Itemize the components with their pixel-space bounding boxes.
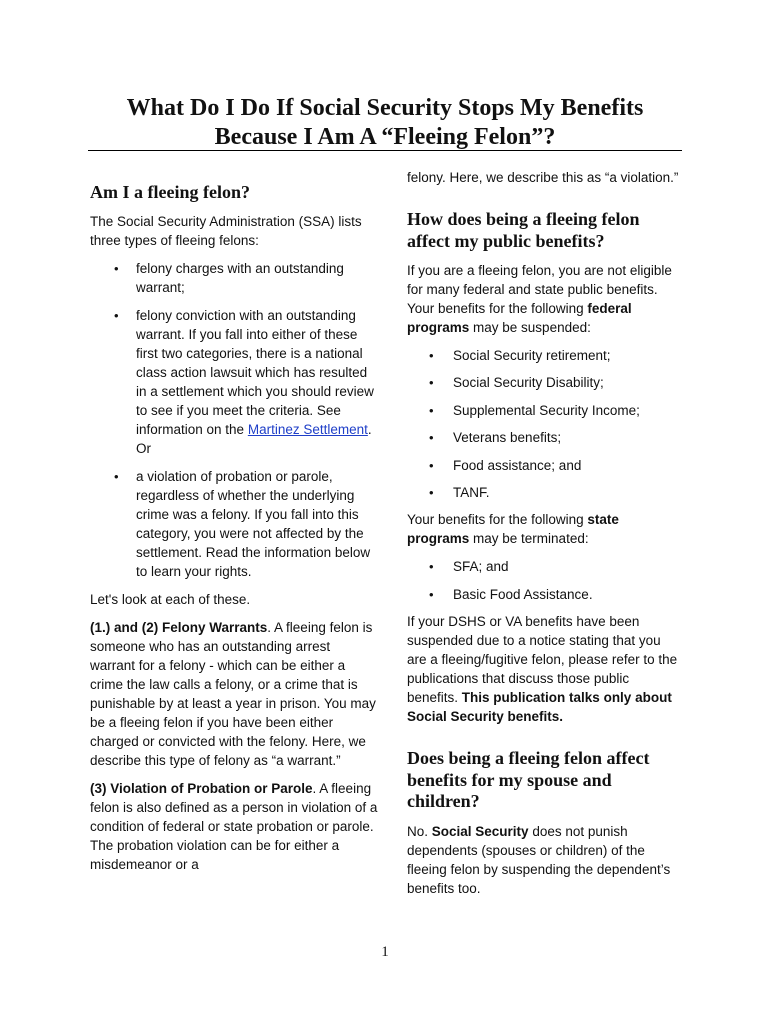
felon-types-list	[90, 259, 378, 581]
felony-warrants-label: (1.) and (2) Felony Warrants	[90, 619, 268, 635]
bullet-icon: •	[429, 375, 434, 391]
state-programs-list	[407, 557, 682, 603]
list-item-text: felony conviction with an outstanding warrant. If you fall into either of these first two categories, there is a national class action lawsuit which has resulted in a settlement which you should review to see if you meet the criteria. See information on the	[136, 307, 374, 437]
list-item	[407, 585, 682, 604]
continuation-paragraph: felony. Here, we describe this as “a violation.”	[407, 170, 679, 185]
page-title	[88, 94, 682, 152]
title-line-2: Because I Am A “Fleeing Felon”?	[214, 124, 556, 150]
list-item-text: TANF.	[453, 484, 490, 500]
list-item	[90, 306, 378, 458]
federal-programs-label: federal programs	[407, 301, 632, 335]
list-item	[407, 373, 682, 392]
list-item	[407, 428, 682, 447]
bullet-icon: •	[429, 457, 434, 473]
list-item	[90, 467, 378, 581]
felony-warrants-text: . A fleeing felon is someone who has an outstanding arrest warrant for a felony - which can be either a crime the law calls a felony, or a crime that is punishable by at least a year in prison. You may be a fleeing felon if you have been either charged or convicted with the felony. Here, we describe this type of felony as “a warrant.”	[90, 619, 376, 768]
title-divider	[88, 150, 682, 151]
list-item	[90, 259, 378, 297]
dependents-text: does not punish dependents (spouses or children) of the fleeing felon by suspending the dependent’s benefits too.	[407, 823, 671, 896]
page-number: 1	[381, 944, 389, 960]
bullet-icon: •	[114, 307, 119, 323]
list-item-text: a violation of probation or parole, regardless of whether the underlying crime was a felony. If you fall into this category, you were not affected by the settlement. Read the information below to learn your rights.	[136, 468, 371, 579]
dependents-start-text: No.	[407, 823, 432, 839]
state-programs-label: state programs	[407, 512, 619, 547]
title-line-1: What Do I Do If Social Security Stops My Benefits	[126, 95, 644, 121]
felony-warrants-paragraph	[90, 618, 378, 770]
lets-look-paragraph: Let's look at each of these.	[90, 591, 251, 607]
list-item-text: Social Security retirement;	[453, 348, 611, 363]
bullet-icon: •	[429, 430, 434, 446]
list-item-text: Supplemental Security Income;	[453, 402, 640, 418]
list-item-text: Veterans benefits;	[453, 430, 562, 446]
list-item	[407, 346, 682, 365]
list-item-text: felony charges with an outstanding warrant;	[136, 260, 344, 295]
federal-end-text: may be suspended:	[469, 320, 591, 335]
bullet-icon: •	[429, 484, 434, 500]
list-item	[407, 456, 682, 475]
federal-programs-paragraph	[407, 261, 682, 337]
martinez-settlement-link[interactable]: Martinez Settlement	[247, 421, 368, 437]
bullet-icon: •	[429, 586, 434, 602]
bullet-icon: •	[429, 402, 434, 418]
intro-paragraph: The Social Security Administration (SSA) lists three types of fleeing felons:	[90, 213, 362, 248]
dshs-va-text: If your DSHS or VA benefits have been suspended due to a notice stating that you are a fleeing/fugitive felon, please refer to the publications that discuss those public benefits.	[407, 614, 678, 706]
list-item-text-end: . Or	[136, 421, 372, 456]
violation-paragraph	[90, 779, 378, 874]
section-heading-spouse-children: Does being a fleeing felon affect benefits for my spouse and children?	[407, 748, 650, 812]
section-heading-public-benefits: How does being a fleeing felon affect my public benefits?	[407, 209, 640, 251]
list-item-text: Food assistance; and	[453, 457, 582, 473]
bullet-icon: •	[429, 559, 434, 575]
dependents-paragraph	[407, 822, 682, 898]
violation-label: (3) Violation of Probation or Parole	[90, 780, 313, 796]
federal-intro-text: If you are a fleeing felon, you are not eligible for many federal and state public benefits. Your benefits for the following	[407, 263, 672, 316]
state-end-text: may be terminated:	[469, 531, 589, 547]
list-item	[407, 483, 682, 502]
social-security-label: Social Security	[431, 823, 529, 839]
state-programs-paragraph	[407, 510, 682, 548]
social-security-only-note: This publication talks only about Social Security benefits.	[407, 690, 672, 725]
list-item-text: Social Security Disability;	[453, 375, 604, 391]
federal-programs-list	[407, 346, 682, 502]
bullet-icon: •	[114, 468, 119, 484]
list-item-text: SFA; and	[453, 559, 509, 575]
list-item	[407, 557, 682, 576]
list-item	[407, 401, 682, 420]
list-item-text: Basic Food Assistance.	[453, 586, 593, 602]
state-intro-text: Your benefits for the following	[407, 512, 588, 528]
dshs-va-paragraph	[407, 612, 682, 726]
section-heading-fleeing-felon: Am I a fleeing felon?	[90, 182, 250, 202]
left-column	[90, 160, 378, 883]
bullet-icon: •	[114, 260, 119, 276]
right-column	[407, 168, 682, 907]
bullet-icon: •	[429, 348, 434, 363]
violation-text: . A fleeing felon is also defined as a person in violation of a condition of federal or state probation or parole. The probation violation can be for either a misdemeanor or a	[90, 780, 378, 872]
